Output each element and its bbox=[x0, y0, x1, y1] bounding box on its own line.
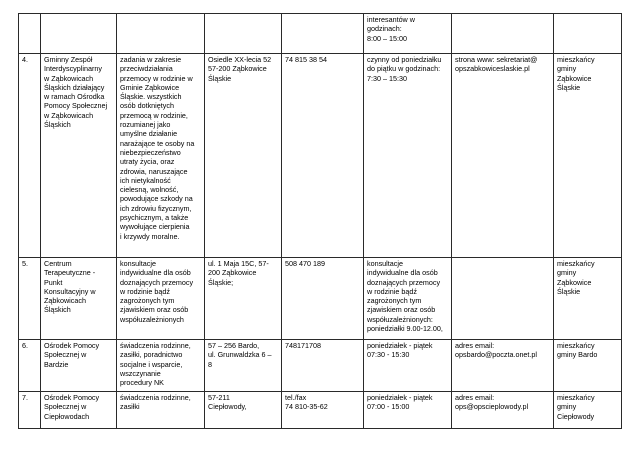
contact bbox=[452, 14, 554, 54]
contact: adres email: opsbardo@poczta.onet.pl bbox=[452, 340, 554, 392]
contact: strona www: sekretariat@ opszabkowiceslaskie.pl bbox=[452, 54, 554, 258]
table-row bbox=[19, 340, 622, 392]
scope-of-services: zadania w zakresie przeciwdziałania przemocy w rodzinie w Gminie Ząbkowice Śląskie. wszystkich osób dotkniętych przemocą w rodzinie, rozumianej jako umyślne działanie narażające te osoby na niebezpieczeństwo utraty życia, oraz zdrowia, naruszające ich nietykalność cielesną, wolność, powodujące szkody na ich zdrowiu fizycznym, psychicznym, a także wywołujące cierpienia i krzywdy moralne. bbox=[117, 54, 205, 258]
table-row bbox=[19, 14, 622, 54]
row-number: 5. bbox=[19, 258, 41, 340]
address bbox=[205, 14, 282, 54]
beneficiaries bbox=[554, 14, 622, 54]
table-row bbox=[19, 54, 622, 258]
address: ul. 1 Maja 15C, 57- 200 Ząbkowice Śląskie; bbox=[205, 258, 282, 340]
phone: tel./fax 74 810-35-62 bbox=[282, 392, 364, 429]
opening-hours: poniedziałek - piątek 07:00 - 15:00 bbox=[364, 392, 452, 429]
address: Osiedle XX-lecia 52 57-200 Ząbkowice Śląskie bbox=[205, 54, 282, 258]
institution-name: Ośrodek Pomocy Społecznej w Bardzie bbox=[41, 340, 117, 392]
opening-hours: konsultacje indywidualne dla osób doznających przemocy w rodzinie bądź zagrożonych tym zjawiskiem oraz osób współuzależnionych: poniedziałki 9.00-12.00, bbox=[364, 258, 452, 340]
institution-name: Ośrodek Pomocy Społecznej w Ciepłowodach bbox=[41, 392, 117, 429]
beneficiaries: mieszkańcy gminy Ząbkowice Śląskie bbox=[554, 258, 622, 340]
scope-of-services bbox=[117, 14, 205, 54]
phone bbox=[282, 14, 364, 54]
phone: 508 470 189 bbox=[282, 258, 364, 340]
address: 57-211 Ciepłowody, bbox=[205, 392, 282, 429]
beneficiaries: mieszkańcy gminy Bardo bbox=[554, 340, 622, 392]
contact: adres email: ops@opscieplowody.pl bbox=[452, 392, 554, 429]
row-number bbox=[19, 14, 41, 54]
institution-name: Centrum Terapeutyczne - Punkt Konsultacyjny w Ząbkowicach Śląskich bbox=[41, 258, 117, 340]
table-row bbox=[19, 392, 622, 429]
phone: 748171708 bbox=[282, 340, 364, 392]
beneficiaries: mieszkańcy gminy Ząbkowice Śląskie bbox=[554, 54, 622, 258]
opening-hours: poniedziałek - piątek 07:30 - 15:30 bbox=[364, 340, 452, 392]
table-row bbox=[19, 258, 622, 340]
row-number: 7. bbox=[19, 392, 41, 429]
opening-hours: interesantów w godzinach: 8:00 – 15:00 bbox=[364, 14, 452, 54]
scope-of-services: świadczenia rodzinne, zasiłki, poradnictwo socjalne i wsparcie, wszczynanie procedury NK bbox=[117, 340, 205, 392]
institution-name bbox=[41, 14, 117, 54]
phone: 74 815 38 54 bbox=[282, 54, 364, 258]
scope-of-services: świadczenia rodzinne, zasiłki bbox=[117, 392, 205, 429]
row-number: 4. bbox=[19, 54, 41, 258]
contact bbox=[452, 258, 554, 340]
opening-hours: czynny od poniedziałku do piątku w godzinach: 7:30 – 15:30 bbox=[364, 54, 452, 258]
beneficiaries: mieszkańcy gminy Ciepłowody bbox=[554, 392, 622, 429]
row-number: 6. bbox=[19, 340, 41, 392]
institutions-table bbox=[18, 13, 622, 429]
address: 57 – 256 Bardo, ul. Grunwaldzka 6 – 8 bbox=[205, 340, 282, 392]
scope-of-services: konsultacje indywidualne dla osób doznających przemocy w rodzinie bądź zagrożonych tym zjawiskiem oraz osób współuzależnionych bbox=[117, 258, 205, 340]
institution-name: Gminny Zespół Interdyscyplinarny w Ząbkowicach Śląskich działający w ramach Ośrodka Pomocy Społecznej w Ząbkowicach Śląskich bbox=[41, 54, 117, 258]
